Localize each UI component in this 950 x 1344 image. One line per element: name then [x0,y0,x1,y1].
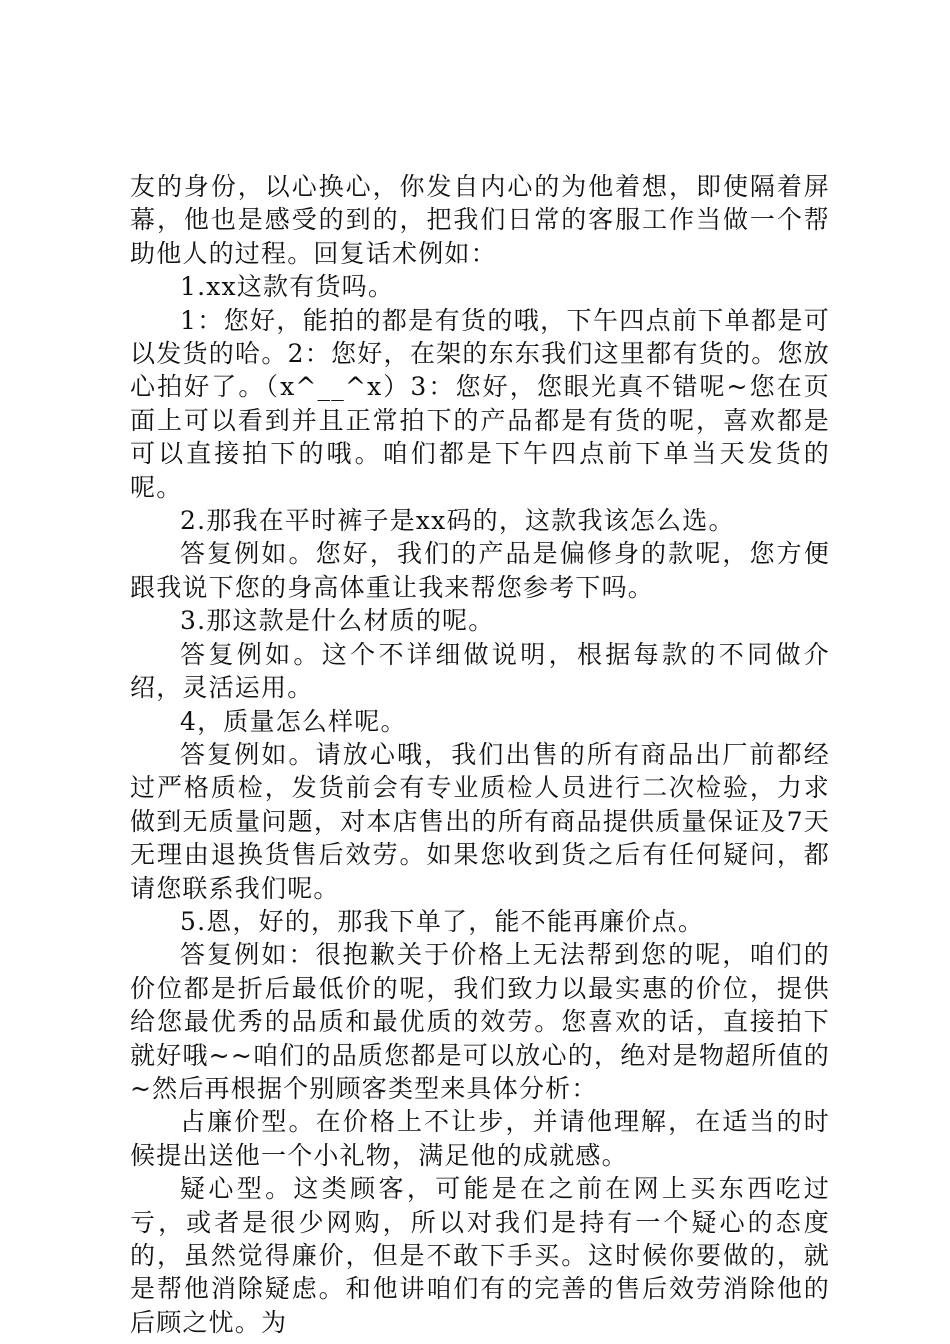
answer-3: 答复例如。这个不详细做说明，根据每款的不同做介绍，灵活运用。 [130,639,830,703]
answer-5: 答复例如：很抱歉关于价格上无法帮到您的呢，咱们的价位都是折后最低价的呢，我们致力以最实惠的价位，提供给您最优秀的品质和最优质的效劳。您喜欢的话，直接拍下就好哦~~咱们的品质您都是可以放心的，绝对是物超所值的~然后再根据个别顾客类型来具体分析： [130,940,830,1103]
question-4: 4，质量怎么样呢。 [180,706,407,736]
answer-1: 1：您好，能拍的都是有货的哦，下午四点前下单都是可以发货的哈。2：您好，在架的东东我们这里都有货的。您放心拍好了。（x^__^x）3：您好，您眼光真不错呢~您在页面上可以看到并且正常拍下的产品都是有货的呢，喜欢都是可以直接拍下的哦。咱们都是下午四点前下单当天发货的呢。 [130,305,830,502]
question-2: 2.那我在平时裤子是xx码的，这款我该怎么选。 [180,506,735,536]
customer-type-suspicious: 疑心型。这类顾客，可能是在之前在网上买东西吃过亏，或者是很少网购，所以对我们是持有一个疑心的态度的，虽然觉得廉价，但是不敢下手买。这时候你要做的，就是帮他消除疑虑。和他讲咱们有的完善的售后效劳消除他的后顾之忧。为 [130,1174,830,1337]
answer-4: 答复例如。请放心哦，我们出售的所有商品出厂前都经过严格质检，发货前会有专业质检人员进行二次检验，力求做到无质量问题，对本店售出的所有商品提供质量保证及7天无理由退换货售后效劳。如果您收到货之后有任何疑问，都请您联系我们呢。 [130,739,830,903]
document-body [130,170,830,1339]
question-5: 5.恩，好的，那我下单了，能不能再廉价点。 [180,906,705,936]
customer-type-bargain: 占廉价型。在价格上不让步，并请他理解，在适当的时候提出送他一个小礼物，满足他的成就感。 [130,1107,830,1170]
answer-2: 答复例如。您好，我们的产品是偏修身的款呢，您方便跟我说下您的身高体重让我来帮您参考下吗。 [130,539,830,602]
paragraph-intro: 友的身份，以心换心，你发自内心的为他着想，即使隔着屏幕，他也是感受的到的，把我们日常的客服工作当做一个帮助他人的过程。回复话术例如： [130,172,830,268]
question-1: 1.xx这款有货吗。 [180,272,395,302]
question-3: 3.那这款是什么材质的呢。 [180,606,495,636]
